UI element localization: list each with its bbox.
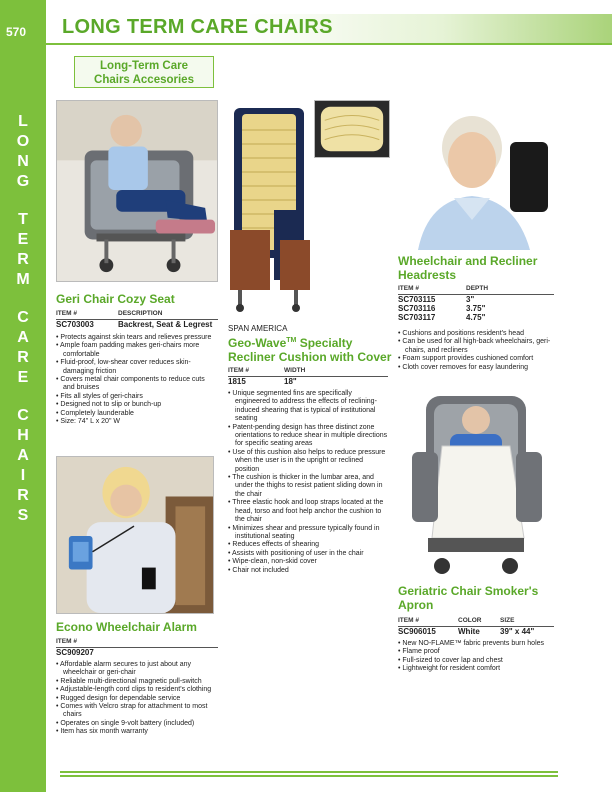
smokers-apron-photo xyxy=(398,392,554,578)
item-number: SC906015 xyxy=(398,627,436,636)
feature-bullet: • The cushion is thicker in the lumbar area, and under the thighs to resist patient sliding down in the chair xyxy=(228,474,388,499)
item-description: Backrest, Seat & Legrest xyxy=(118,320,213,329)
geo-wave-title-prefix: Geo-Wave xyxy=(228,336,287,350)
geo-wave-title xyxy=(228,334,391,364)
smokers-apron-title-line2: Apron xyxy=(398,598,434,612)
headrests-title-line1: Wheelchair and Recliner xyxy=(398,254,538,268)
side-title-letter: E xyxy=(17,231,29,248)
headrests-spec-table xyxy=(398,284,554,322)
table-row xyxy=(56,320,218,329)
econo-alarm-photo xyxy=(56,456,214,614)
section-label-box xyxy=(74,56,214,88)
side-title-gap xyxy=(0,290,46,308)
spec-header-row xyxy=(228,366,388,377)
smokers-apron-title-line1: Geriatric Chair Smoker's xyxy=(398,584,539,598)
table-row xyxy=(398,295,554,304)
item-number: SC703117 xyxy=(398,313,436,322)
section-label-line2: Chairs Accesories xyxy=(94,74,194,86)
feature-bullet: • Lightweight for resident comfort xyxy=(398,665,558,673)
side-title-letter: N xyxy=(17,153,29,170)
section-label-line1: Long-Term Care xyxy=(100,60,188,72)
feature-bullet: • Use of this cushion also helps to reduce pressure when the user is in the upright or reclined position xyxy=(228,449,388,474)
item-size: 39" x 44" xyxy=(500,627,535,636)
smokers-apron-title xyxy=(398,584,538,612)
side-title-letter: S xyxy=(17,507,29,524)
smokers-apron-spec-table xyxy=(398,616,554,636)
feature-bullet: • Minimizes shear and pressure typically found in institutional seating xyxy=(228,525,388,542)
feature-bullet: • Operates on single 9-volt battery (included) xyxy=(56,720,218,728)
trademark-mark: TM xyxy=(286,337,297,344)
side-title-letter: C xyxy=(17,407,29,424)
header-width: WIDTH xyxy=(284,367,306,374)
geo-wave-title-line2: Recliner Cushion with Cover xyxy=(228,350,392,364)
feature-bullet: • Unique segmented fins are specifically engineered to address the effects of reclining-induced shearing that is typical of institutional seating xyxy=(228,390,388,424)
feature-bullet: • Full-sized to cover lap and chest xyxy=(398,657,558,665)
item-depth: 3.75" xyxy=(466,304,486,313)
geri-chair-features xyxy=(56,334,218,426)
spec-header-row xyxy=(56,309,218,320)
side-title-letter: R xyxy=(17,487,29,504)
side-title-letter: A xyxy=(17,447,29,464)
cushion-detail-photo xyxy=(314,100,390,158)
header-size: SIZE xyxy=(500,617,515,624)
headrest-photo xyxy=(398,102,556,250)
econo-alarm-title: Econo Wheelchair Alarm xyxy=(56,620,197,634)
table-row xyxy=(228,377,388,386)
item-number: 1815 xyxy=(228,377,246,386)
table-row xyxy=(398,313,554,322)
side-title-letter: R xyxy=(17,251,29,268)
side-title-letter: T xyxy=(18,211,28,228)
item-number: SC703116 xyxy=(398,304,436,313)
spec-header-row xyxy=(398,284,554,295)
headrests-title-line2: Headrests xyxy=(398,268,457,282)
feature-bullet: • Item has six month warranty xyxy=(56,728,218,736)
headrests-features xyxy=(398,330,558,372)
econo-alarm-features xyxy=(56,661,218,737)
item-depth: 4.75" xyxy=(466,313,486,322)
table-row xyxy=(56,648,218,657)
spec-header-row xyxy=(398,616,554,627)
side-title-letter: O xyxy=(16,133,30,150)
feature-bullet: • Chair not included xyxy=(228,567,388,575)
geri-chair-spec-table xyxy=(56,309,218,329)
side-title-letter: C xyxy=(17,309,29,326)
feature-bullet: • New NO-FLAME™ fabric prevents burn holes xyxy=(398,640,558,648)
header-color: COLOR xyxy=(458,617,482,624)
feature-bullet: • Three elastic hook and loop straps located at the head, torso and foot help anchor the cushion to the chair xyxy=(228,499,388,524)
table-row xyxy=(398,627,554,636)
footer-rule-bottom xyxy=(60,775,558,777)
side-title-letter: H xyxy=(17,427,29,444)
feature-bullet: • Assists with positioning of user in the chair xyxy=(228,550,388,558)
table-row xyxy=(398,304,554,313)
feature-bullet: • Can be used for all high-back wheelchairs, geri-chairs, and recliners xyxy=(398,338,558,355)
item-depth: 3" xyxy=(466,295,475,304)
feature-bullet: • Patent-pending design has three distinct zone orientations to reduce shear in multiple directions for specific seating areas xyxy=(228,424,388,449)
item-color: White xyxy=(458,627,480,636)
item-width: 18" xyxy=(284,377,297,386)
geo-wave-spec-table xyxy=(228,366,388,386)
feature-bullet: • Fluid-proof, low-shear cover reduces skin-damaging friction xyxy=(56,359,218,376)
side-title-gap xyxy=(0,388,46,406)
geo-wave-features xyxy=(228,390,388,575)
side-title-letter: I xyxy=(20,467,26,484)
side-title-letter: E xyxy=(17,369,29,386)
feature-bullet: • Protects against skin tears and relieves pressure xyxy=(56,334,218,342)
page-title: LONG TERM CARE CHAIRS xyxy=(62,16,333,38)
header-rule xyxy=(46,43,612,45)
feature-bullet: • Flame proof xyxy=(398,648,558,656)
side-title-gap xyxy=(0,192,46,210)
side-title-letter: G xyxy=(16,173,30,190)
feature-bullet: • Adjustable-length cord clips to resident's clothing xyxy=(56,686,218,694)
page-number: 570 xyxy=(6,25,27,39)
geri-chair-title: Geri Chair Cozy Seat xyxy=(56,292,175,306)
footer-rule-top xyxy=(60,771,558,773)
feature-bullet: • Cloth cover removes for easy laundering xyxy=(398,364,558,372)
spec-header-row xyxy=(56,637,218,648)
feature-bullet: • Covers metal chair components to reduce cuts and bruises xyxy=(56,376,218,393)
feature-bullet: • Ample foam padding makes geri-chairs more comfortable xyxy=(56,342,218,359)
feature-bullet: • Completely launderable xyxy=(56,410,218,418)
header-item: ITEM # xyxy=(56,310,77,317)
headrests-title xyxy=(398,254,537,282)
feature-bullet: • Wipe-clean, non-skid cover xyxy=(228,558,388,566)
side-title-letter: L xyxy=(18,113,28,130)
smokers-apron-features xyxy=(398,640,558,674)
header-item: ITEM # xyxy=(398,285,419,292)
header-item: ITEM # xyxy=(228,367,249,374)
geri-chair-photo xyxy=(56,100,218,282)
geo-wave-title-suffix: Specialty xyxy=(296,336,353,350)
feature-bullet: • Size: 74" L x 20" W xyxy=(56,418,218,426)
feature-bullet: • Fits all styles of geri-chairs xyxy=(56,393,218,401)
feature-bullet: • Reduces effects of shearing xyxy=(228,541,388,549)
feature-bullet: • Rugged design for dependable service xyxy=(56,695,218,703)
feature-bullet: • Cushions and positions resident's head xyxy=(398,330,558,338)
brand-label: SPAN AMERICA xyxy=(228,324,288,333)
header-description: DESCRIPTION xyxy=(118,310,163,317)
feature-bullet: • Comes with Velcro strap for attachment to most chairs xyxy=(56,703,218,720)
geo-wave-chair-photo xyxy=(228,100,312,314)
side-title-letter: M xyxy=(16,271,30,288)
feature-bullet: • Reliable multi-directional magnetic pull-switch xyxy=(56,678,218,686)
item-number: SC703115 xyxy=(398,295,436,304)
feature-bullet: • Designed not to slip or bunch-up xyxy=(56,401,218,409)
item-number: SC909207 xyxy=(56,648,94,657)
header-depth: DEPTH xyxy=(466,285,489,292)
feature-bullet: • Affordable alarm secures to just about any wheelchair or geri-chair xyxy=(56,661,218,678)
header-item: ITEM # xyxy=(398,617,419,624)
side-title-letter: R xyxy=(17,349,29,366)
side-title xyxy=(0,112,46,526)
header-item: ITEM # xyxy=(56,638,77,645)
feature-bullet: • Foam support provides cushioned comfort xyxy=(398,355,558,363)
econo-alarm-spec-table xyxy=(56,637,218,657)
side-title-letter: A xyxy=(17,329,29,346)
item-number: SC703003 xyxy=(56,320,94,329)
